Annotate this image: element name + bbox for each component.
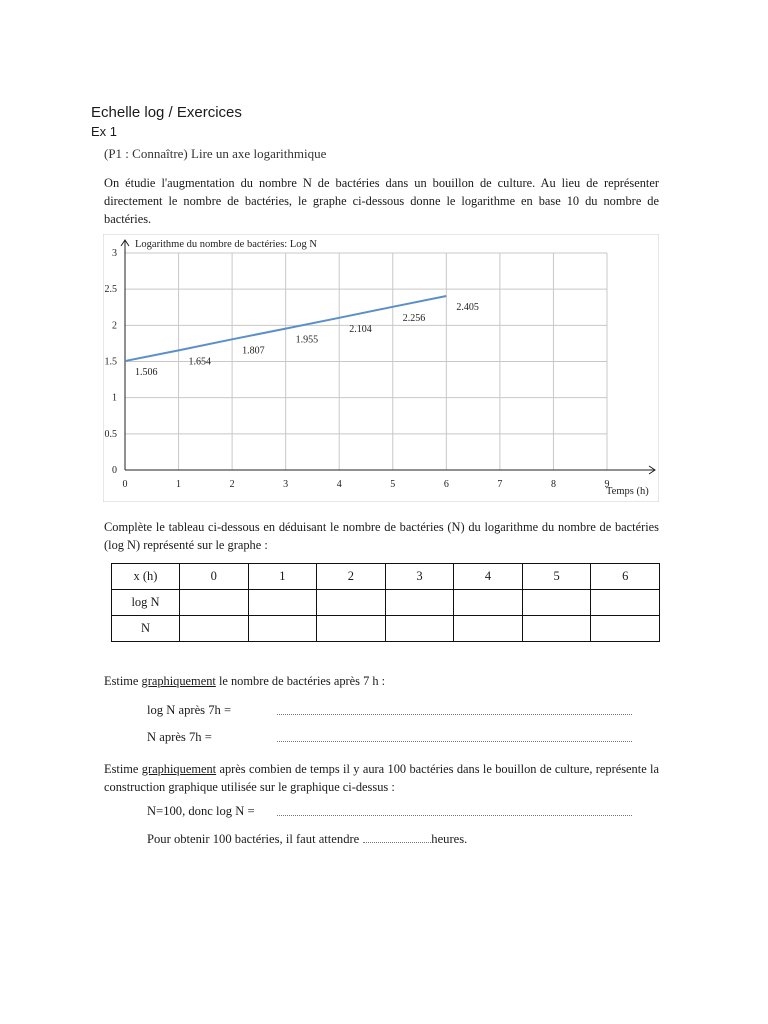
answer-cell[interactable] xyxy=(454,616,523,642)
table-header-row xyxy=(112,564,660,590)
header-cell: x (h) xyxy=(112,564,180,590)
answer-cell[interactable] xyxy=(317,590,386,616)
answer-line-n-7h[interactable] xyxy=(277,741,632,742)
data-label: 1.807 xyxy=(242,345,265,357)
x-tick-label: 1 xyxy=(176,479,182,490)
answer-line-hours[interactable] xyxy=(363,832,431,843)
data-label: 2.256 xyxy=(402,312,426,324)
data-label: 2.104 xyxy=(349,323,372,335)
estimate1-instruction xyxy=(104,672,659,690)
y-tick-label: 1 xyxy=(112,392,117,404)
table-row-logn xyxy=(112,590,660,616)
page-title: Echelle log / Exercices xyxy=(91,104,242,121)
estimate2-suffix: après combien de temps il y aura 100 bactéries dans le bouillon de culture, représente la construction graphique utilisée sur le graphique ci-dessus : xyxy=(104,762,659,794)
estimate1-prefix: Estime xyxy=(104,674,142,688)
data-label: 1.955 xyxy=(295,334,319,346)
y-tick-label: 0 xyxy=(112,465,117,476)
estimate2-prefix: Estime xyxy=(104,762,142,776)
x-tick-label: 7 xyxy=(497,479,503,490)
answer-cell[interactable] xyxy=(385,590,454,616)
x-axis-label: Temps (h) xyxy=(606,486,649,497)
x-tick-label: 0 xyxy=(122,479,128,490)
exercise-label: Ex 1 xyxy=(91,124,118,139)
header-cell: 2 xyxy=(317,564,386,590)
estimate2-underlined: graphiquement xyxy=(141,762,217,776)
table-instruction: Complète le tableau ci-dessous en déduisant le nombre de bactéries (N) du logarithme du nombre de bactéries (log N) représenté sur le graphe : xyxy=(104,520,659,552)
answer-cell[interactable] xyxy=(591,616,660,642)
header-cell: 3 xyxy=(385,564,454,590)
header-cell: 6 xyxy=(591,564,660,590)
answer-cell[interactable] xyxy=(522,616,591,642)
answer-cell[interactable] xyxy=(522,590,591,616)
y-tick-label: 0.5 xyxy=(104,428,117,440)
row-label: N xyxy=(112,616,180,642)
y-tick-label: 3 xyxy=(112,248,117,259)
answer-cell[interactable] xyxy=(591,590,660,616)
x-tick-label: 4 xyxy=(336,479,342,490)
answer-cell[interactable] xyxy=(248,590,317,616)
x-tick-label: 8 xyxy=(550,479,556,490)
x-tick-label: 2 xyxy=(229,479,235,490)
q-hours-after: heures. xyxy=(431,832,468,846)
chart-frame xyxy=(103,234,659,502)
y-tick-label: 1.5 xyxy=(104,356,117,368)
row-label: log N xyxy=(112,590,180,616)
answer-cell[interactable] xyxy=(385,616,454,642)
chart-title: Logarithme du nombre de bactéries: Log N xyxy=(135,239,317,250)
data-label: 2.405 xyxy=(456,302,479,314)
answer-cell[interactable] xyxy=(180,616,249,642)
answer-cell[interactable] xyxy=(317,616,386,642)
header-cell: 5 xyxy=(522,564,591,590)
y-tick-label: 2.5 xyxy=(104,284,117,296)
competence-label: (P1 : Connaître) Lire un axe logarithmique xyxy=(104,146,327,161)
x-tick-label: 9 xyxy=(604,479,610,490)
answer-table xyxy=(111,563,660,642)
q-logn-100: N=100, donc log N = xyxy=(147,804,255,818)
x-tick-label: 6 xyxy=(443,479,449,490)
q-n-7h: N après 7h = xyxy=(147,730,212,744)
answer-cell[interactable] xyxy=(248,616,317,642)
estimate1-underlined: graphiquement xyxy=(141,674,216,688)
q-hours-100 xyxy=(147,832,467,847)
header-cell: 0 xyxy=(180,564,249,590)
data-label: 1.506 xyxy=(135,367,158,379)
table-row-n xyxy=(112,616,660,642)
log-chart xyxy=(103,234,659,502)
data-label: 1.654 xyxy=(188,356,212,368)
answer-cell[interactable] xyxy=(454,590,523,616)
answer-line-logn-100[interactable] xyxy=(277,815,632,816)
q-logn-7h: log N après 7h = xyxy=(147,703,232,717)
y-tick-label: 2 xyxy=(112,320,117,332)
estimate1-suffix: le nombre de bactéries après 7 h : xyxy=(215,674,386,688)
header-cell: 4 xyxy=(454,564,523,590)
answer-line-logn-7h[interactable] xyxy=(277,714,632,715)
header-cell: 1 xyxy=(248,564,317,590)
x-tick-label: 5 xyxy=(390,479,396,490)
x-tick-label: 3 xyxy=(283,479,289,490)
intro-paragraph: On étudie l'augmentation du nombre N de bactéries dans un bouillon de culture. Au lieu de représenter directement le nombre de bactéries, le graphe ci-dessous donne le logarithme en base 10 du nombre de bactéries. xyxy=(104,176,659,226)
chart-canvas xyxy=(103,234,659,502)
q-hours-before: Pour obtenir 100 bactéries, il faut attendre xyxy=(147,832,360,846)
estimate2-instruction xyxy=(104,760,659,796)
answer-cell[interactable] xyxy=(180,590,249,616)
